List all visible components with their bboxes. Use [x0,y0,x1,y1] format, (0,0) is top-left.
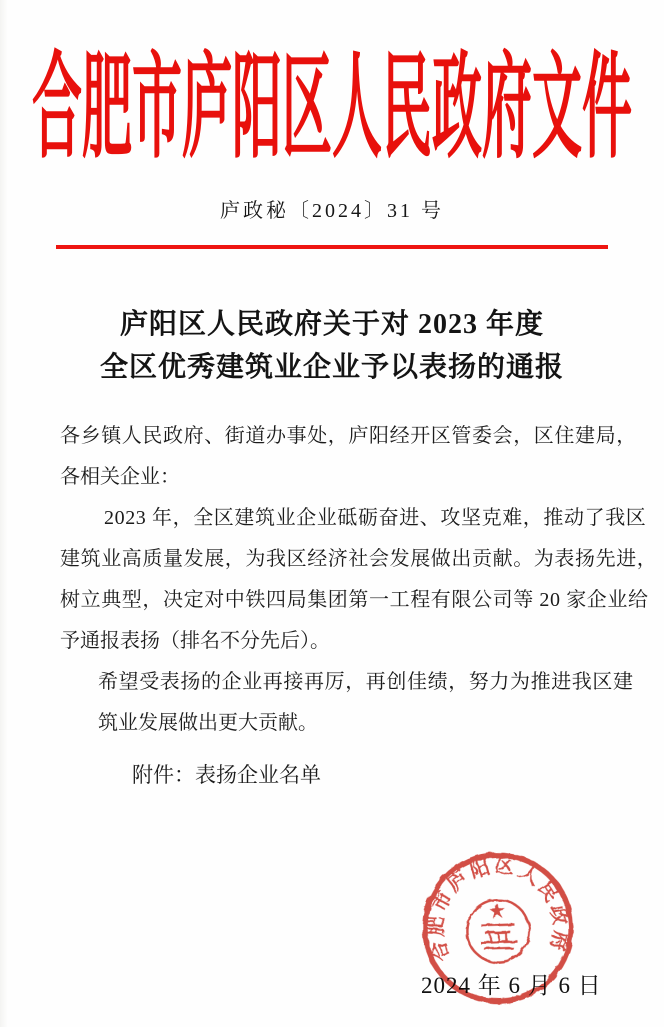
body-text [60,416,658,744]
doc-number: 庐政秘〔2024〕31 号 [220,200,444,222]
doc-title-line-2: 全区优秀建筑业企业予以表扬的通报 [99,352,564,383]
red-divider-line [56,245,608,249]
letterhead [0,36,664,172]
body-line: 建筑业高质量发展，为我区经济社会发展做出贡献。为表扬先进， [60,548,658,570]
seal-ring-text: 合肥市庐阳区人民政府 [425,855,571,964]
seal-national-emblem [466,899,531,964]
body-line: 各乡镇人民政府、街道办事处，庐阳经开区管委会，区住建局， [60,425,637,447]
official-seal [416,846,579,1009]
body-line: 各相关企业： [60,466,180,488]
doc-title-line-1: 庐阳区人民政府关于对 2023 年度 [119,309,544,340]
seal-gate-icon [479,924,517,949]
seal-star-icon [489,903,505,919]
body-line: 2023 年，全区建筑业企业砥砺奋进、攻坚克难，推动了我区 [104,507,647,529]
body-line: 希望受表扬的企业再接再厉，再创佳绩，努力为推进我区建 [98,671,634,693]
body-line: 树立典型，决定对中铁四局集团第一工程有限公司等 20 家企业给 [60,589,649,611]
body-line: 予通报表扬（排名不分先后）。 [60,630,330,652]
attachment-note: 附件：表扬企业名单 [132,763,321,787]
body-line: 筑业发展做出更大贡献。 [98,712,318,734]
letterhead-title: 合肥市庐阳区人民政府文件 [32,42,632,172]
doc-title [0,303,664,389]
issue-date: 2024 年 6 月 6 日 [421,973,602,998]
